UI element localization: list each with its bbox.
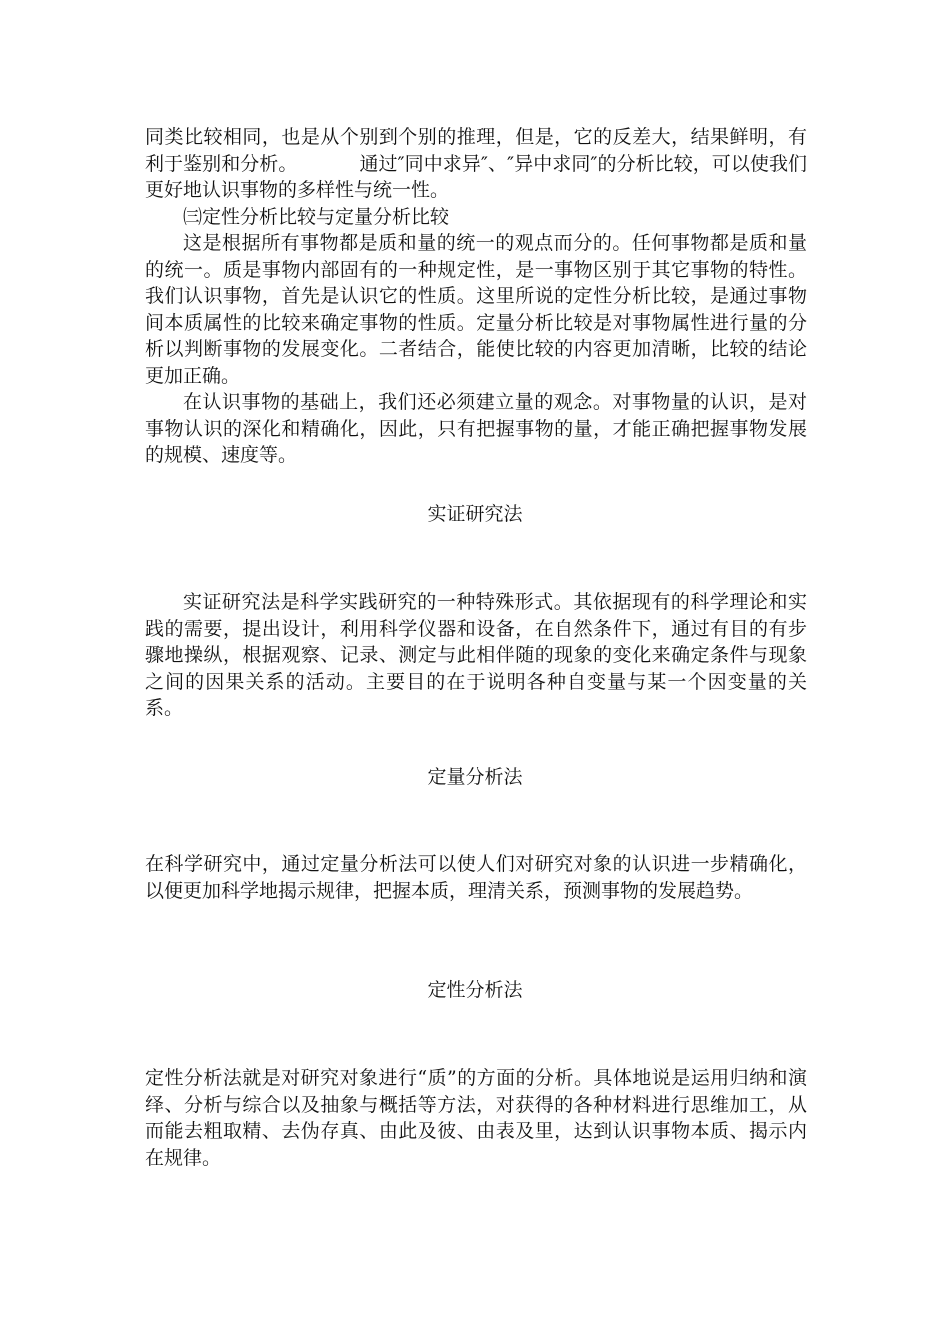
intro-paragraph-1-part-b: 通过″同中求异″、″异中求同″的分析比较，可以使我们更好地认识事物的多样性与统一性。	[145, 152, 807, 201]
section-body-empirical: 实证研究法是科学实践研究的一种特殊形式。其依据现有的科学理论和实践的需要，提出设计，利用科学仪器和设备，在自然条件下，通过有目的有步骤地操纵，根据观察、记录、测定与此相伴随的现象的变化来确定条件与现象之间的因果关系的活动。主要目的在于说明各种自变量与某一个因变量的关系。	[145, 591, 807, 719]
section-heading-quantitative: 定量分析法	[427, 766, 523, 788]
intro-text-block	[145, 124, 807, 469]
section-body-quantitative: 在科学研究中，通过定量分析法可以使人们对研究对象的认识进一步精确化，以便更加科学地揭示规律，把握本质，理清关系，预测事物的发展趋势。	[145, 853, 807, 902]
section-body-quantitative-block	[145, 851, 807, 904]
intro-subheading: ㈢定性分析比较与定量分析比较	[183, 205, 450, 228]
section-body-qualitative: 定性分析法就是对研究对象进行“质”的方面的分析。具体地说是运用归纳和演绎、分析与综合以及抽象与概括等方法，对获得的各种材料进行思维加工，从而能去粗取精、去伪存真、由此及彼、由表及里，达到认识事物本质、揭示内在规律。	[145, 1067, 807, 1169]
intro-paragraph-2: 这是根据所有事物都是质和量的统一的观点而分的。任何事物都是质和量的统一。质是事物内部固有的一种规定性，是一事物区别于其它事物的特性。我们认识事物，首先是认识它的性质。这里所说的定性分析比较，是通过事物间本质属性的比较来确定事物的性质。定量分析比较是对事物属性进行量的分析以判断事物的发展变化。二者结合，能使比较的内容更加清晰，比较的结论更加正确。	[145, 232, 807, 387]
intro-paragraph-3: 在认识事物的基础上，我们还必须建立量的观念。对事物量的认识，是对事物认识的深化和精确化，因此，只有把握事物的量，才能正确把握事物发展的规模、速度等。	[145, 391, 807, 466]
section-heading-qualitative: 定性分析法	[427, 979, 523, 1001]
intro-paragraph-1-part-a: 同类比较相同，也是从个别到个别的推理，但是，它的反差大，结果鲜明，有利于鉴别和分析。	[145, 126, 807, 175]
section-body-empirical-block	[145, 589, 807, 722]
section-heading-empirical: 实证研究法	[427, 503, 523, 525]
intro-paragraph-1	[145, 124, 807, 204]
section-body-qualitative-block	[145, 1065, 807, 1171]
